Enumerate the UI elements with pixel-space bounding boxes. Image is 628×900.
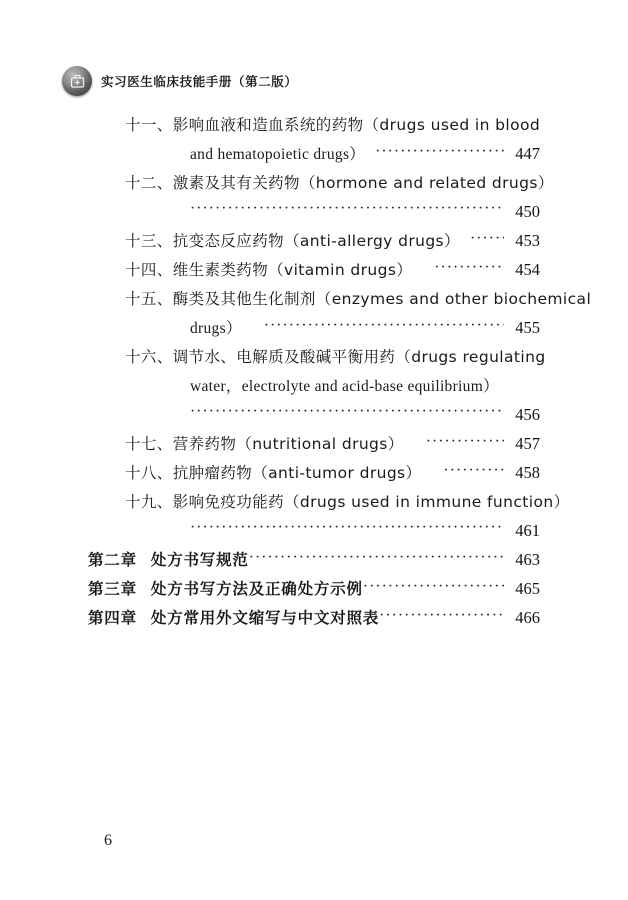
toc-chapter-label (88, 606, 379, 628)
toc-chapter-row[interactable] (0, 548, 628, 577)
toc-entry-label: 十九、影响免疫功能药（drugs used in immune function） (125, 493, 570, 511)
page-number: 6 (104, 832, 112, 849)
toc-page-number: 458 (515, 463, 540, 482)
toc-page-number: 453 (515, 231, 540, 250)
leader-dots (443, 462, 504, 479)
toc-entry-label: water，electrolyte and acid-base equilibrium） (190, 378, 499, 395)
toc-entry-row[interactable] (0, 171, 628, 200)
toc-page-number: 457 (515, 434, 540, 453)
toc-entry-label: 十六、调节水、电解质及酸碱平衡用药（drugs regulating (125, 348, 546, 366)
leader-dots (190, 403, 504, 420)
leader-dots (426, 433, 504, 450)
medical-bag-icon (62, 66, 92, 96)
toc-chapter-number: 第三章 (88, 580, 137, 598)
toc-chapter-row[interactable] (0, 577, 628, 606)
leader-dots (470, 230, 504, 247)
toc-entry-row[interactable] (0, 490, 628, 519)
table-of-contents (0, 113, 628, 635)
toc-page-number: 450 (515, 201, 540, 221)
toc-entry-row[interactable] (0, 200, 628, 229)
toc-chapter-title: 处方书写方法及正确处方示例 (150, 580, 363, 598)
leader-dots (190, 200, 504, 217)
toc-page-number: 456 (515, 404, 540, 424)
toc-page-number: 447 (515, 144, 540, 163)
toc-entry-row[interactable] (0, 345, 628, 374)
toc-entry-label: 十一、影响血液和造血系统的药物（drugs used in blood (125, 116, 541, 134)
header-title: 实习医生临床技能手册（第二版） (101, 74, 298, 89)
toc-entry-row[interactable] (0, 461, 628, 490)
toc-entry-label: 十七、营养药物（nutritional drugs） (125, 435, 404, 453)
leader-dots (434, 259, 504, 276)
toc-entry-row[interactable] (0, 432, 628, 461)
toc-chapter-row[interactable] (0, 606, 628, 635)
toc-entry-label: drugs） (190, 320, 242, 337)
leader-dots (190, 519, 504, 536)
toc-page-number: 461 (515, 520, 540, 540)
toc-entry-label: 十五、酶类及其他生化制剂（enzymes and other biochemical (125, 290, 592, 308)
toc-page-number: 455 (515, 318, 540, 337)
leader-dots (379, 607, 504, 624)
toc-page-number: 466 (515, 608, 540, 627)
leader-dots (249, 549, 504, 566)
toc-chapter-label (88, 577, 363, 599)
toc-entry-label: 十三、抗变态反应药物（anti-allergy drugs） (125, 232, 460, 250)
toc-entry-row[interactable] (0, 316, 628, 345)
toc-entry-label: 十四、维生素类药物（vitamin drugs） (125, 261, 413, 279)
toc-chapter-title: 处方书写规范 (150, 551, 249, 569)
toc-entry-row[interactable] (0, 519, 628, 548)
leader-dots (363, 578, 504, 595)
leader-dots (264, 317, 504, 334)
toc-entry-label: and hematopoietic drugs） (190, 146, 366, 163)
toc-chapter-title: 处方常用外文缩写与中文对照表 (150, 609, 380, 627)
toc-entry-row[interactable] (0, 142, 628, 171)
toc-entry-row[interactable] (0, 287, 628, 316)
toc-chapter-label (88, 548, 249, 570)
toc-entry-label: 十八、抗肿瘤药物（anti-tumor drugs） (125, 464, 422, 482)
toc-chapter-number: 第二章 (88, 551, 137, 569)
toc-entry-label: 十二、激素及其有关药物（hormone and related drugs） (125, 174, 554, 192)
toc-entry-row[interactable] (0, 403, 628, 432)
toc-page-number: 463 (515, 550, 540, 569)
toc-entry-row[interactable] (0, 374, 628, 403)
toc-page-number: 454 (515, 260, 540, 279)
toc-entry-row[interactable] (0, 258, 628, 287)
toc-page-number: 465 (515, 579, 540, 598)
toc-entry-row[interactable] (0, 113, 628, 142)
toc-chapter-number: 第四章 (88, 609, 137, 627)
running-header (62, 66, 298, 96)
leader-dots (375, 143, 504, 160)
toc-entry-row[interactable] (0, 229, 628, 258)
